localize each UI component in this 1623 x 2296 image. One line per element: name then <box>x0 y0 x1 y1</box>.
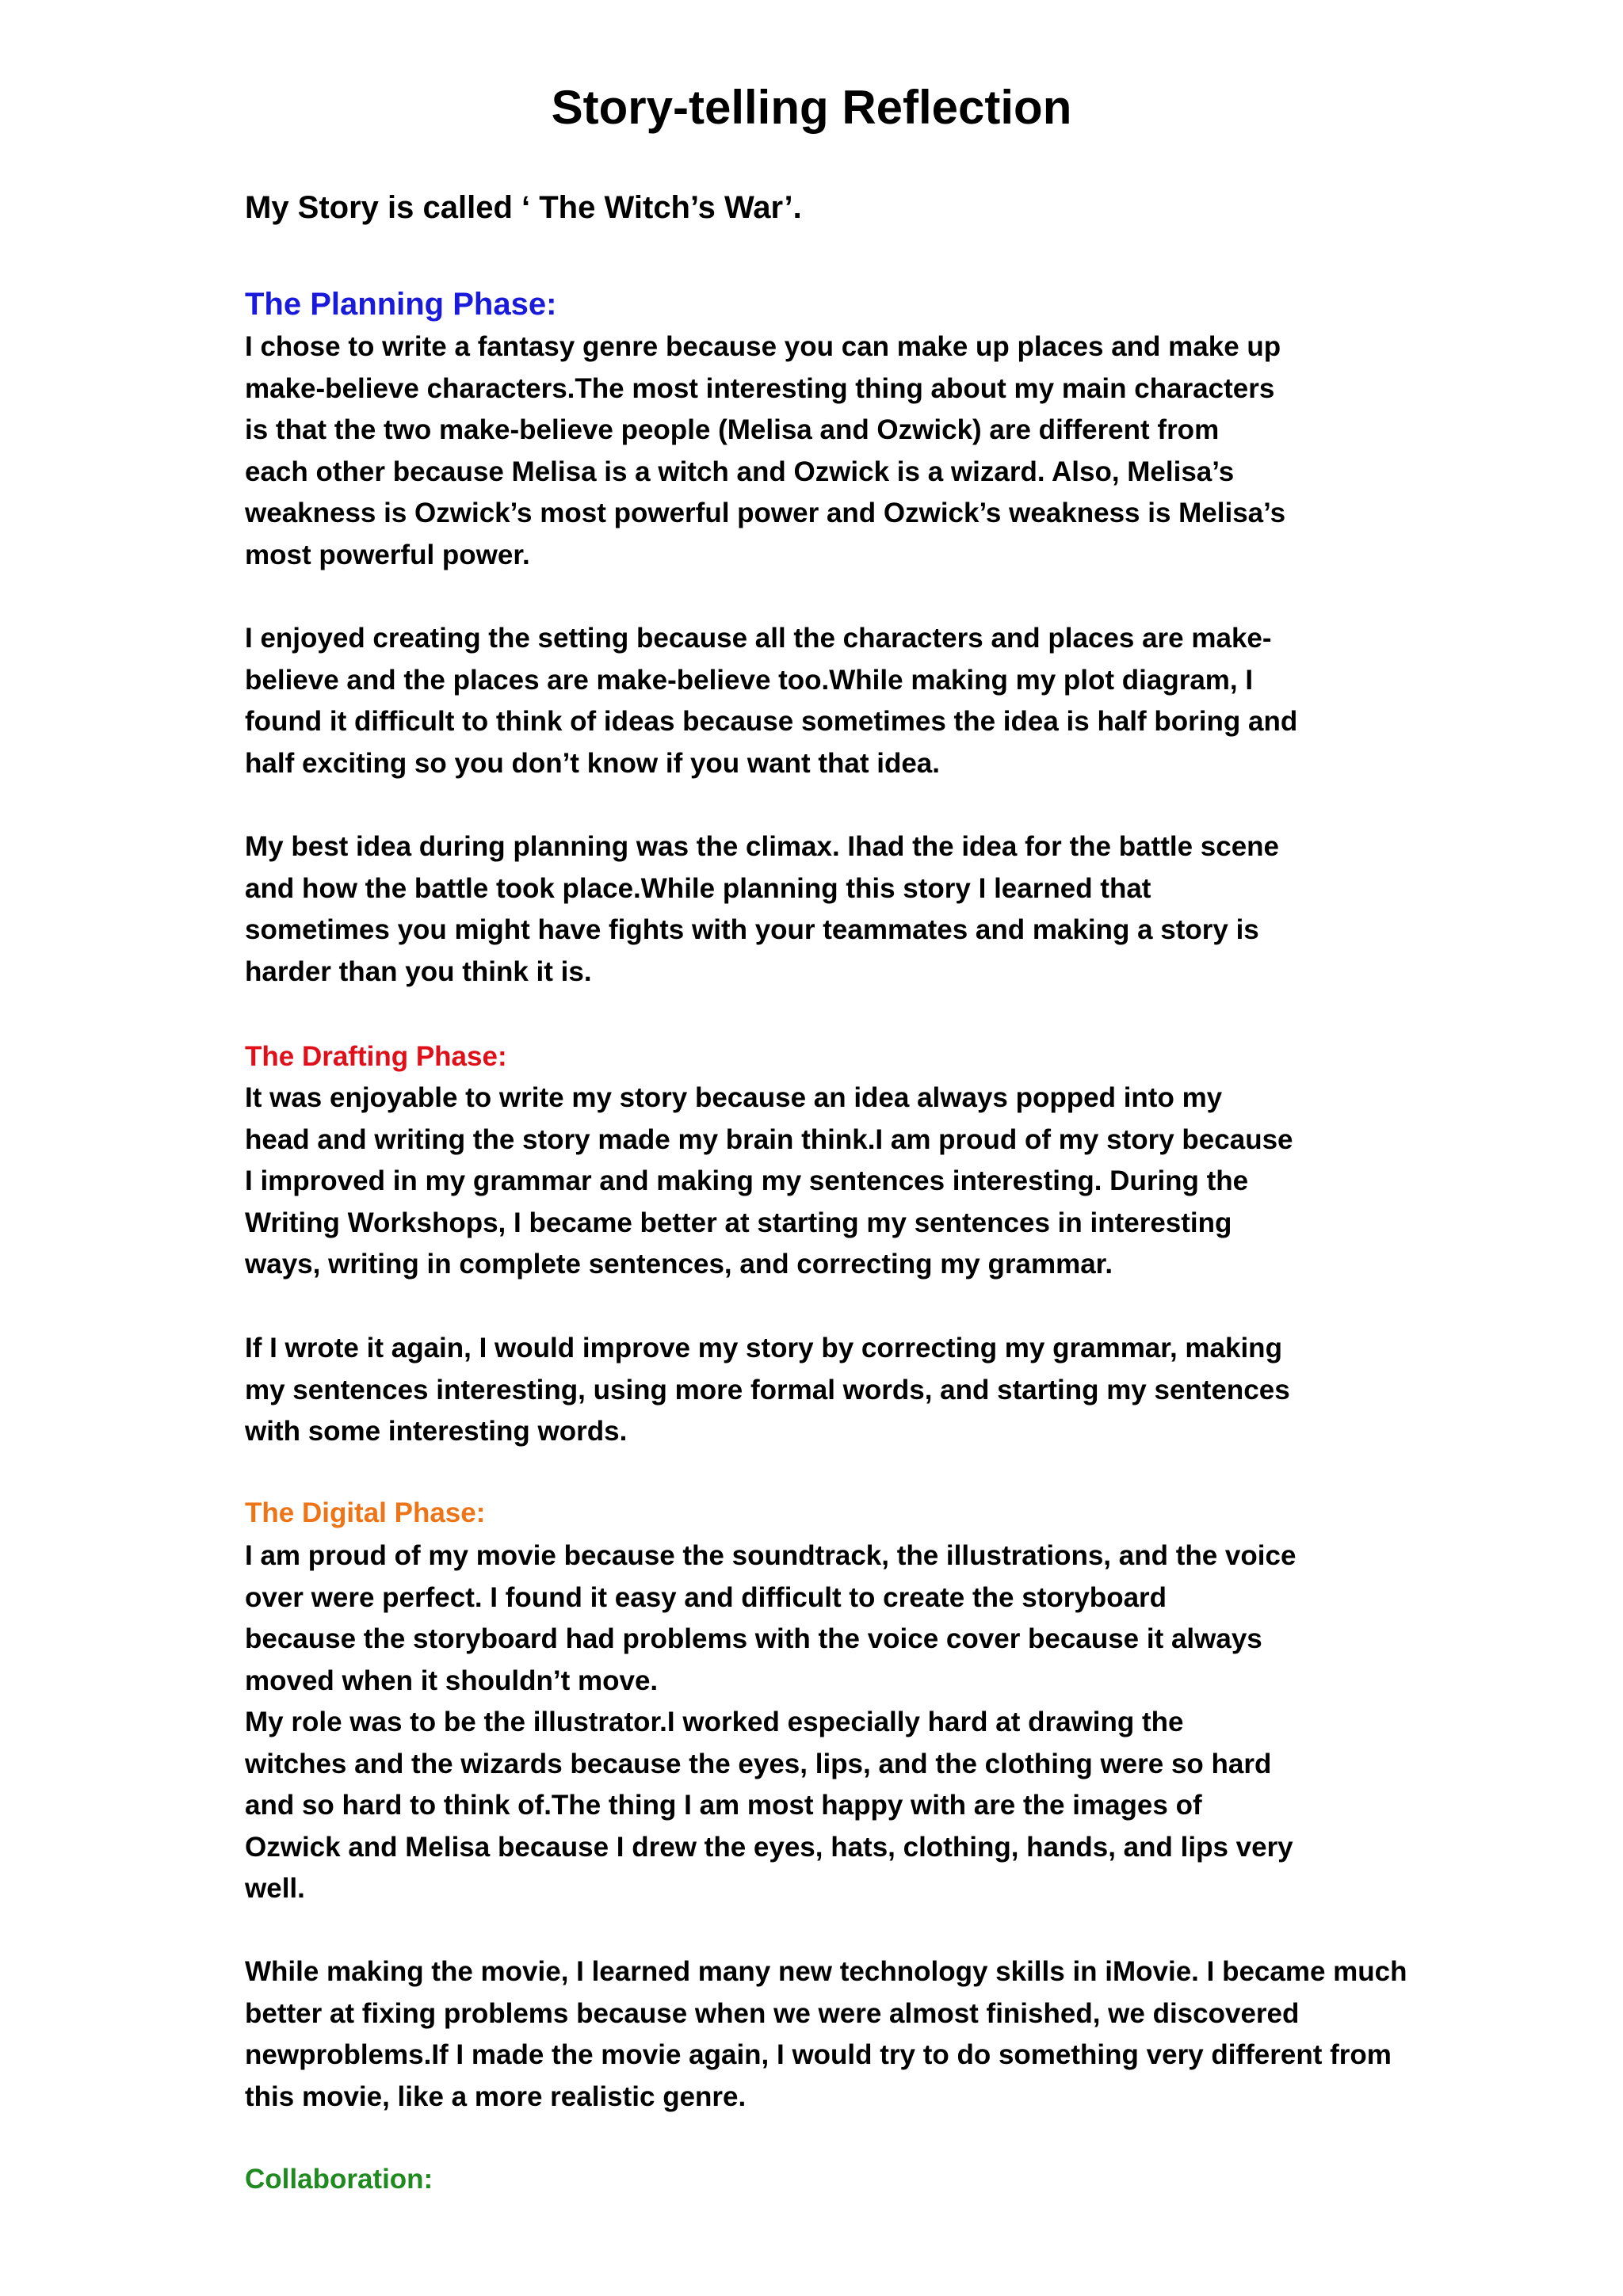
text-line: sometimes you might have fights with your teammates and making a story is <box>245 914 1259 945</box>
text-line: My role was to be the illustrator.I worked especially hard at drawing the <box>245 1707 1184 1737</box>
text-line: with some interesting words. <box>245 1416 628 1447</box>
digital-paragraph-1 <box>245 1535 1296 1910</box>
text-line: believe and the places are make-believe too.While making my plot diagram, I <box>245 664 1254 696</box>
planning-paragraph-3 <box>245 826 1279 993</box>
digital-paragraph-2 <box>245 1951 1407 2118</box>
document-title: Story-telling Reflection <box>551 81 1072 134</box>
digital-phase-heading: The Digital Phase: <box>245 1497 486 1528</box>
text-line: Ozwick and Melisa because I drew the eyes, hats, clothing, hands, and lips very <box>245 1831 1293 1863</box>
text-line: found it difficult to think of ideas because sometimes the idea is half boring and <box>245 706 1298 737</box>
text-line: My best idea during planning was the climax. Ihad the idea for the battle scene <box>245 831 1279 862</box>
text-line: because the storyboard had problems with the voice cover because it always <box>245 1623 1262 1654</box>
text-line: better at fixing problems because when we were almost finished, we discovered <box>245 1997 1300 2029</box>
text-line: harder than you think it is. <box>245 955 592 987</box>
text-line: over were perfect. I found it easy and difficult to create the storyboard <box>245 1581 1167 1613</box>
text-line: and so hard to think of.The thing I am most happy with are the images of <box>245 1790 1202 1821</box>
text-line: Writing Workshops, I became better at starting my sentences in interesting <box>245 1207 1232 1238</box>
text-line: It was enjoyable to write my story because an idea always popped into my <box>245 1082 1223 1113</box>
text-line: I improved in my grammar and making my sentences interesting. During the <box>245 1165 1249 1196</box>
story-name-line: My Story is called ‘ The Witch’s War’. <box>245 190 802 225</box>
text-line: is that the two make-believe people (Melisa and Ozwick) are different from <box>245 414 1220 445</box>
text-line: well. <box>245 1873 305 1904</box>
text-line: most powerful power. <box>245 539 530 570</box>
text-line: newproblems.If I made the movie again, I would try to do something very different from <box>245 2039 1392 2070</box>
text-line: my sentences interesting, using more formal words, and starting my sentences <box>245 1374 1290 1405</box>
drafting-paragraph-2 <box>245 1328 1290 1453</box>
text-line: If I wrote it again, I would improve my story by correcting my grammar, making <box>245 1333 1282 1363</box>
text-line: head and writing the story made my brain think.I am proud of my story because <box>245 1123 1293 1155</box>
text-line: I chose to write a fantasy genre because you can make up places and make up <box>245 331 1281 362</box>
text-line: each other because Melisa is a witch and Ozwick is a wizard. Also, Melisa’s <box>245 456 1235 487</box>
text-line: moved when it shouldn’t move. <box>245 1665 659 1696</box>
text-line: While making the movie, I learned many new technology skills in iMovie. I became much <box>245 1956 1407 1987</box>
text-line: witches and the wizards because the eyes, lips, and the clothing were so hard <box>245 1748 1272 1779</box>
text-line: and how the battle took place.While planning this story I learned that <box>245 872 1151 904</box>
text-line: I am proud of my movie because the soundtrack, the illustrations, and the voice <box>245 1540 1296 1571</box>
collaboration-heading: Collaboration: <box>245 2164 433 2195</box>
text-line: half exciting so you don’t know if you want that idea. <box>245 747 940 779</box>
text-line: ways, writing in complete sentences, and correcting my grammar. <box>245 1249 1113 1280</box>
planning-paragraph-2 <box>245 618 1297 784</box>
text-line: weakness is Ozwick’s most powerful power and Ozwick’s weakness is Melisa’s <box>245 498 1286 528</box>
text-line: make-believe characters.The most interesting thing about my main characters <box>245 372 1275 404</box>
text-line: I enjoyed creating the setting because all the characters and places are make- <box>245 623 1272 654</box>
planning-phase-heading: The Planning Phase: <box>245 287 557 322</box>
text-line: this movie, like a more realistic genre. <box>245 2081 747 2112</box>
drafting-paragraph-1 <box>245 1077 1293 1286</box>
planning-paragraph-1 <box>245 326 1285 576</box>
drafting-phase-heading: The Drafting Phase: <box>245 1041 507 1072</box>
